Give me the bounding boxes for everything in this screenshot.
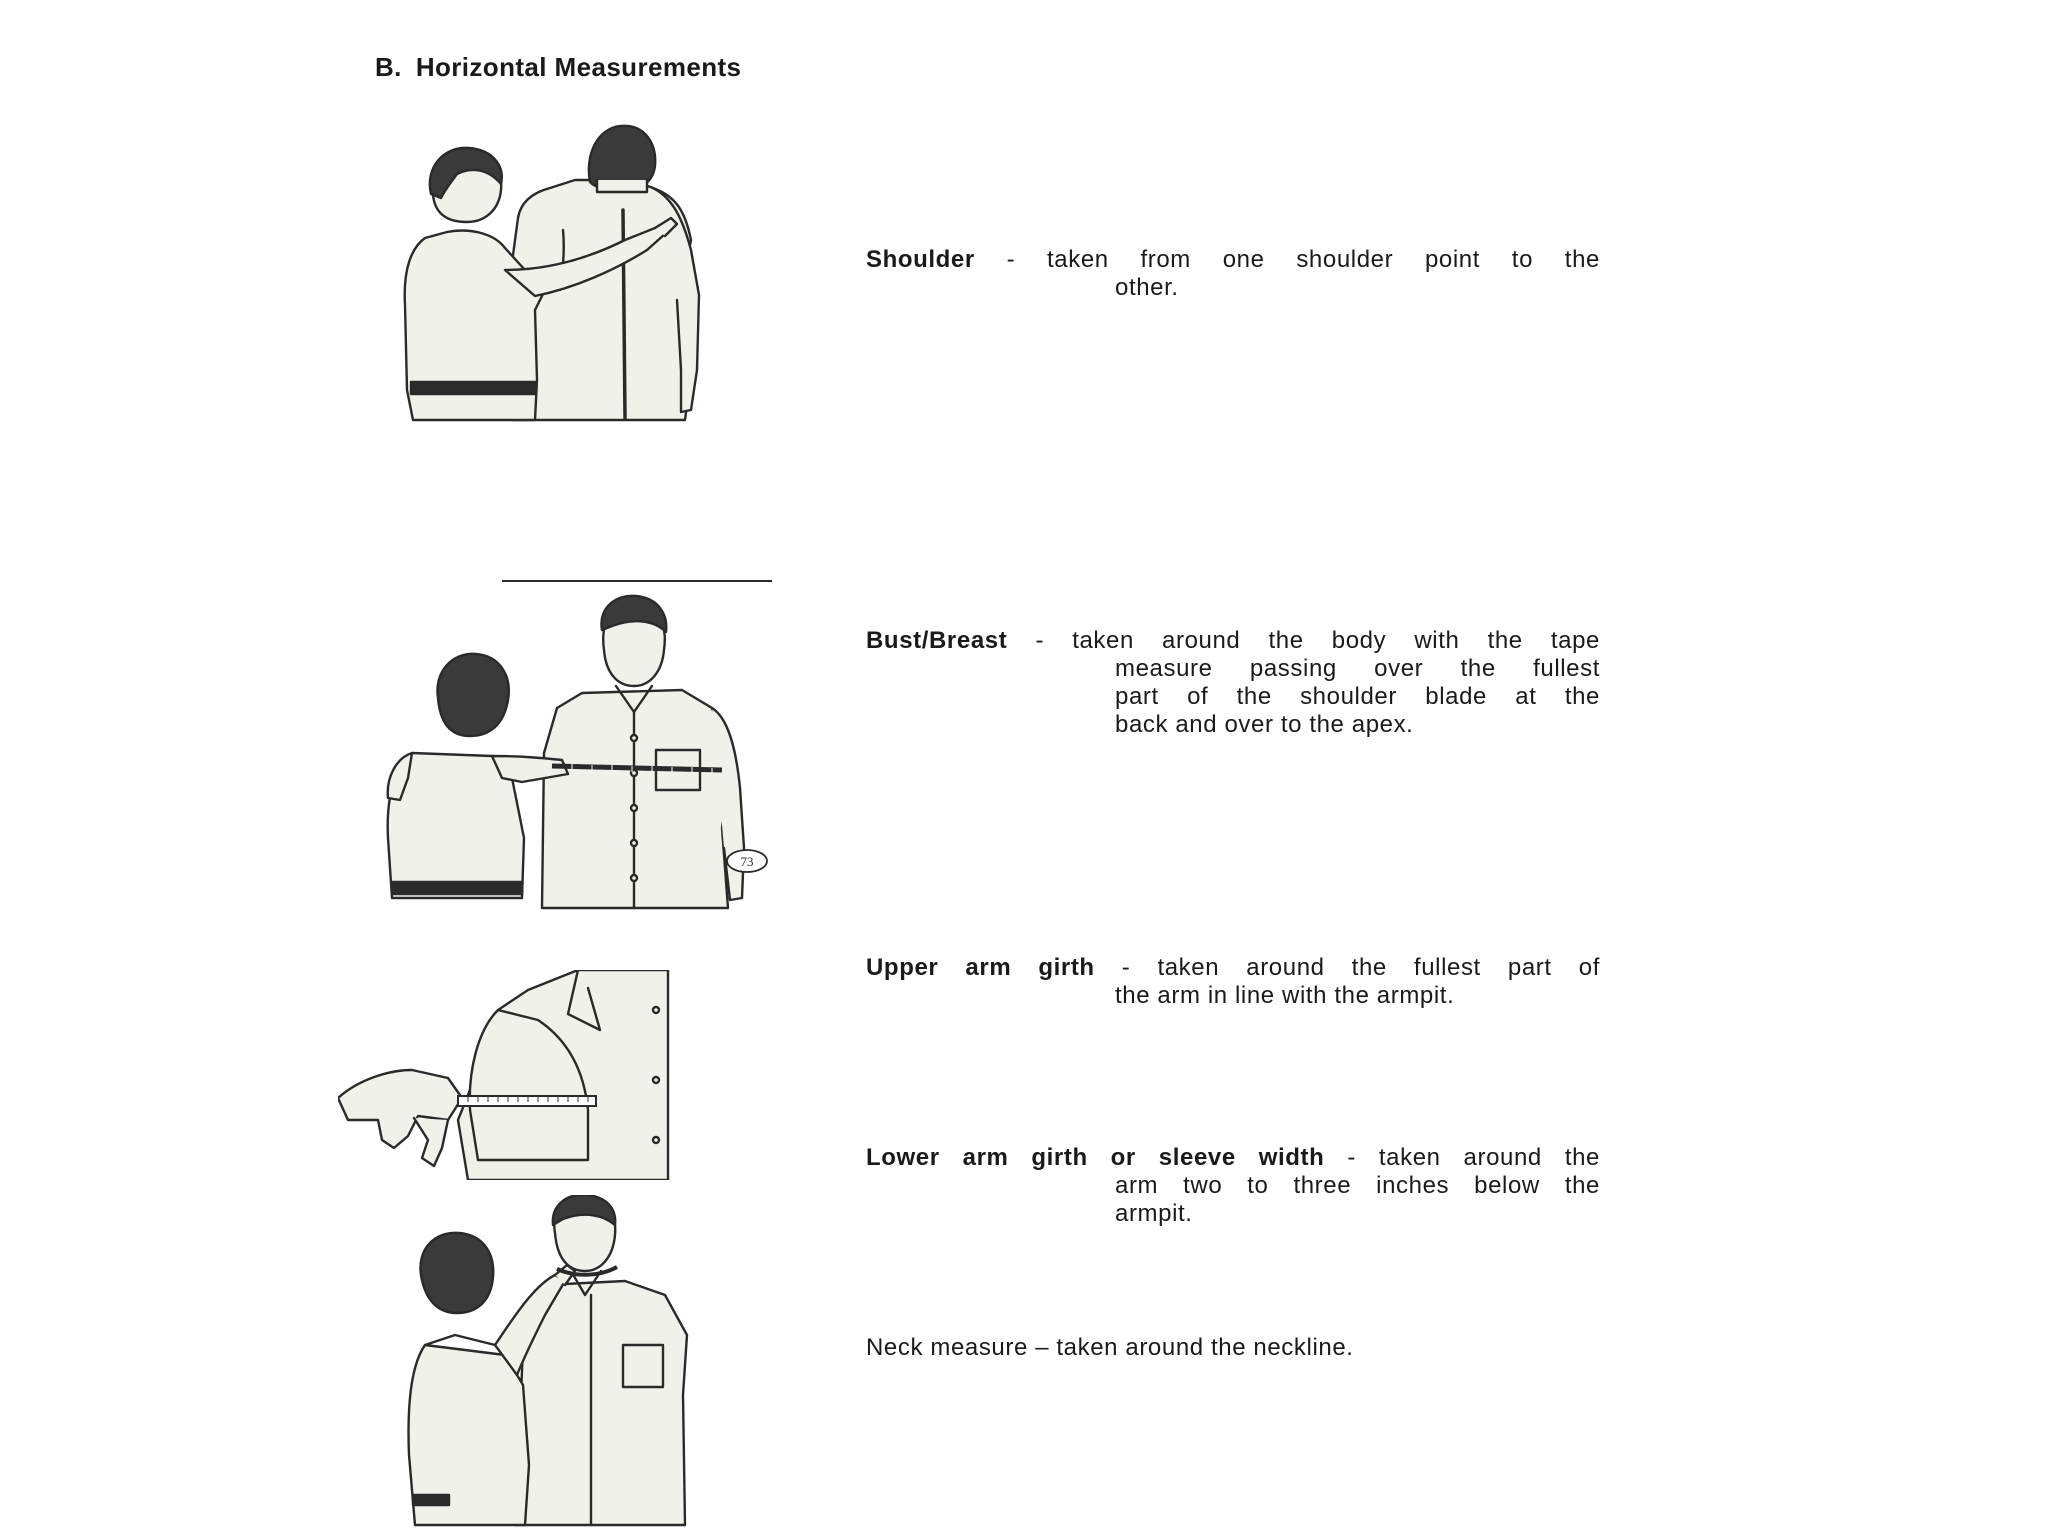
neck-entry: [866, 1334, 1600, 1362]
lower-arm-line-1: taken around the: [1378, 1144, 1600, 1171]
upper-arm-measurement-illustration: [338, 970, 678, 1180]
bust-separator: -: [1035, 627, 1045, 654]
upper-arm-line-2: the arm in line with the armpit.: [1115, 982, 1455, 1009]
section-number: B.: [375, 52, 402, 82]
upper-arm-first-line: [866, 954, 1600, 982]
shoulder-first-line: [866, 246, 1600, 274]
shoulder-line-2: other.: [1115, 274, 1179, 301]
lower-arm-separator: -: [1347, 1144, 1356, 1171]
shoulder-measurement-illustration: [385, 120, 715, 425]
lower-arm-line-3: armpit.: [1115, 1200, 1193, 1227]
section-title: Horizontal Measurements: [415, 52, 742, 82]
shoulder-separator: -: [1006, 246, 1016, 273]
page-badge-number: 73: [740, 854, 754, 869]
bust-first-line: [866, 627, 1600, 655]
bust-line-4: back and over to the apex.: [1115, 711, 1414, 738]
bust-line-2: measure passing over the fullest: [1115, 655, 1600, 682]
lower-arm-entry: [866, 1144, 1600, 1228]
bust-line-3: part of the shoulder blade at the: [1115, 683, 1600, 710]
bust-measurement-illustration: [372, 578, 772, 928]
upper-arm-entry: [866, 954, 1600, 1010]
upper-arm-separator: -: [1121, 954, 1131, 981]
lower-arm-first-line: [866, 1144, 1600, 1172]
neck-measurement-illustration: [395, 1195, 695, 1530]
neck-line: Neck measure – taken around the neckline.: [866, 1334, 1354, 1361]
shoulder-entry: [866, 246, 1600, 302]
lower-arm-term: Lower arm girth or sleeve width: [866, 1144, 1325, 1171]
shoulder-line-1: taken from one shoulder point to the: [1047, 246, 1600, 273]
bust-entry: [866, 627, 1600, 739]
bust-line-1: taken around the body with the tape: [1072, 627, 1600, 654]
lower-arm-line-2: arm two to three inches below the: [1115, 1172, 1600, 1199]
upper-arm-term: Upper arm girth: [866, 954, 1095, 981]
shoulder-term: Shoulder: [866, 246, 975, 273]
upper-arm-line-1: taken around the fullest part of: [1157, 954, 1600, 981]
bust-term: Bust/Breast: [866, 627, 1008, 654]
section-heading: [375, 52, 741, 83]
